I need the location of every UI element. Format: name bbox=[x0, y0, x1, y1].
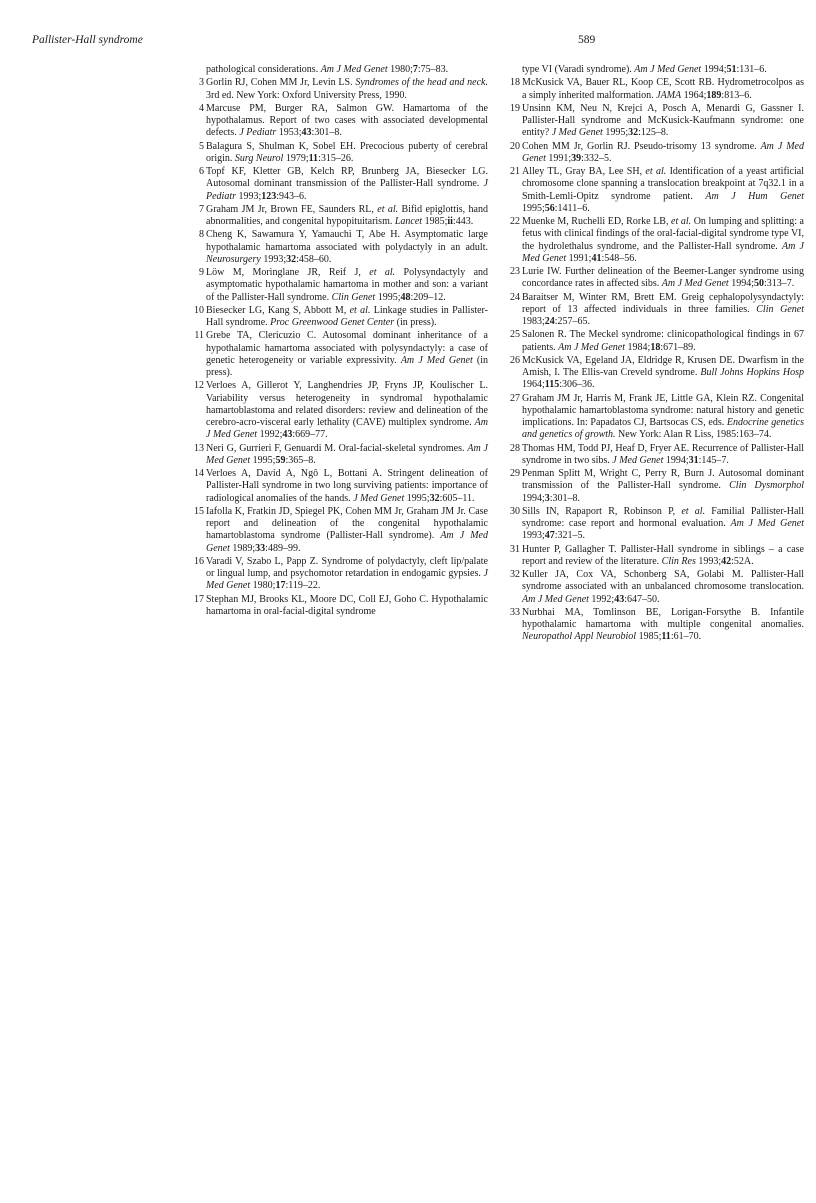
reference-source: Am J Med Genet bbox=[206, 442, 488, 466]
reference-text bbox=[206, 556, 488, 592]
reference-text bbox=[522, 216, 804, 264]
reference-text bbox=[206, 330, 488, 378]
reference-source: Clin Genet bbox=[756, 303, 804, 315]
reference-text bbox=[522, 393, 804, 441]
reference-fragment: Verloes A, Gillerot Y, Langhendries JP, Fryns JP, Koulischer L. Variability versus heterogeneity in syndromal hypothalamic hamartoblastoma and related disorders: review and delineation of the cerebro-acro-visceral early lethality (CAVE) multiplex syndrome. bbox=[206, 380, 488, 428]
reference-volume: 123 bbox=[261, 190, 277, 202]
reference-fragment: On lumping and splitting: a fetus with clinical findings of the oral-facial-digital syndrome type VI, the hydrolethalus syndrome, and the Pallister-Hall syndrome. bbox=[522, 216, 804, 252]
reference-fragment: :489–99. bbox=[265, 542, 301, 554]
reference-entry bbox=[508, 443, 804, 468]
reference-source: J Med Genet bbox=[612, 454, 664, 466]
reference-number: 3 bbox=[199, 77, 204, 89]
reference-source: et al. bbox=[349, 304, 371, 316]
reference-text bbox=[206, 166, 488, 202]
reference-entry bbox=[508, 355, 804, 392]
reference-number: 19 bbox=[510, 102, 520, 114]
reference-number: 24 bbox=[510, 291, 520, 303]
reference-text bbox=[206, 380, 488, 440]
reference-entry bbox=[192, 267, 488, 304]
reference-number: 18 bbox=[510, 77, 520, 89]
reference-volume: ii bbox=[447, 216, 453, 227]
reference-fragment: :313–7. bbox=[763, 278, 795, 290]
reference-number: 17 bbox=[194, 593, 204, 605]
reference-fragment: :209–12. bbox=[410, 291, 446, 303]
reference-text bbox=[206, 64, 448, 75]
reference-volume: 59 bbox=[275, 454, 286, 466]
reference-fragment: 1993; bbox=[236, 190, 262, 202]
reference-number: 32 bbox=[510, 569, 520, 580]
reference-fragment: Löw M, Moringlane JR, Reif J, bbox=[206, 267, 370, 278]
reference-source: Am J Med Genet bbox=[522, 593, 589, 605]
reference-entry bbox=[192, 330, 488, 379]
reference-entry bbox=[508, 468, 804, 505]
reference-text bbox=[522, 103, 804, 139]
reference-text bbox=[522, 77, 804, 100]
reference-fragment: :257–65. bbox=[554, 316, 591, 327]
reference-fragment: :301–8. bbox=[549, 492, 581, 504]
reference-fragment: New York: Alan R Liss, 1985:163–74. bbox=[615, 429, 772, 441]
reference-fragment: :1411–6. bbox=[554, 202, 590, 214]
reference-text bbox=[522, 329, 804, 352]
reference-text bbox=[206, 267, 488, 303]
reference-entry bbox=[508, 506, 804, 543]
reference-list-left-column bbox=[192, 64, 488, 619]
reference-fragment: type VI (Varadi syndrome). bbox=[522, 64, 635, 75]
reference-fragment: :332–5. bbox=[581, 152, 612, 164]
reference-fragment: 1991; bbox=[545, 152, 572, 164]
reference-fragment: 1993; bbox=[522, 530, 545, 542]
reference-entry bbox=[192, 229, 488, 266]
reference-text bbox=[206, 468, 488, 504]
reference-number: 14 bbox=[194, 468, 204, 479]
reference-fragment: Graham JM Jr, Harris M, Frank JE, Little GA, Klein RZ. Congenital hypothalamic hamartoblastoma syndrome: natural history and genetic implications. In: Papadatos CJ, Bartsocas CS, eds. bbox=[522, 392, 804, 428]
reference-entry bbox=[192, 468, 488, 505]
reference-number: 25 bbox=[510, 329, 520, 341]
reference-volume: 43 bbox=[614, 593, 625, 605]
reference-fragment: :61–70. bbox=[670, 631, 702, 643]
reference-fragment: Alley TL, Gray BA, Lee SH, bbox=[522, 166, 646, 177]
reference-number: 8 bbox=[199, 229, 204, 241]
reference-fragment: :671–89. bbox=[660, 341, 696, 353]
reference-fragment: 1985; bbox=[422, 216, 448, 227]
reference-fragment: :306–36. bbox=[559, 379, 595, 391]
reference-fragment: :813–6. bbox=[721, 89, 752, 101]
reference-text bbox=[522, 506, 804, 542]
reference-source: Am J Med Genet bbox=[522, 140, 804, 164]
reference-text bbox=[206, 305, 488, 328]
reference-source: JAMA bbox=[656, 89, 682, 101]
reference-volume: 3 bbox=[544, 492, 550, 504]
reference-fragment: McKusick VA, Bauer RL, Koop CE, Scott RB. Hydrometrocolpos as a simply inherited malformation. bbox=[522, 77, 804, 101]
reference-volume: 24 bbox=[544, 316, 555, 327]
reference-source: Bull Johns Hopkins Hosp bbox=[700, 367, 804, 378]
reference-source: et al. bbox=[645, 166, 667, 177]
reference-number: 9 bbox=[199, 267, 204, 278]
reference-entry bbox=[192, 380, 488, 441]
reference-entry bbox=[192, 594, 488, 619]
reference-fragment: Unsinn KM, Neu N, Krejci A, Posch A, Menardi G, Gassner I. Pallister-Hall syndrome and McKusick-Kaufmann syndrome: one entity? bbox=[522, 102, 804, 139]
reference-source: Am J Med Genet bbox=[558, 341, 626, 353]
reference-fragment: Sills IN, Rapaport R, Robinson P, bbox=[522, 505, 682, 517]
reference-fragment: 1984; bbox=[625, 341, 651, 353]
reference-fragment: :669–77. bbox=[292, 429, 328, 441]
reference-volume: 56 bbox=[544, 202, 555, 214]
reference-entry bbox=[192, 305, 488, 330]
reference-fragment: 1992; bbox=[257, 429, 283, 441]
reference-entry bbox=[192, 103, 488, 140]
reference-number: 31 bbox=[510, 543, 520, 555]
reference-entry bbox=[508, 544, 804, 569]
reference-source: Surg Neurol bbox=[234, 152, 284, 164]
reference-fragment: Marcuse PM, Burger RA, Salmon GW. Hamartoma of the hypothalamus. Report of two cases with associated developmental defects. bbox=[206, 102, 488, 139]
reference-fragment: 1994; bbox=[728, 278, 754, 290]
reference-fragment: 1964; bbox=[522, 379, 545, 391]
reference-fragment: Salonen R. The Meckel syndrome: clinicopathological findings in 67 patients. bbox=[522, 329, 804, 353]
reference-volume: 32 bbox=[286, 253, 297, 265]
reference-source: Am J Med Genet bbox=[730, 518, 805, 529]
reference-source: Clin Res bbox=[661, 555, 696, 567]
reference-number: 11 bbox=[194, 330, 204, 342]
reference-entry bbox=[508, 329, 804, 354]
reference-number: 16 bbox=[194, 555, 204, 567]
reference-number: 21 bbox=[510, 166, 520, 177]
reference-fragment: Cohen MM Jr, Gorlin RJ. Pseudo-trisomy 13 syndrome. bbox=[522, 140, 761, 152]
reference-fragment: :75–83. bbox=[417, 64, 449, 75]
reference-text bbox=[206, 204, 488, 227]
reference-source: Am J Med Genet bbox=[661, 278, 729, 290]
reference-text bbox=[522, 443, 804, 466]
reference-fragment: :605–11. bbox=[439, 492, 475, 504]
reference-source: Am J Med Genet bbox=[634, 64, 702, 75]
reference-source: J Med Genet bbox=[551, 127, 603, 139]
reference-source: Proc Greenwood Genet Center bbox=[270, 317, 395, 328]
reference-source: Neurosurgery bbox=[206, 253, 261, 265]
reference-fragment: Gorlin RJ, Cohen MM Jr, Levin LS. bbox=[206, 77, 356, 89]
reference-text bbox=[522, 64, 767, 75]
reference-fragment: (in press). bbox=[206, 354, 489, 378]
reference-volume: 42 bbox=[721, 555, 732, 567]
reference-fragment: 1995; bbox=[522, 202, 545, 214]
reference-fragment: 1980; bbox=[250, 580, 276, 592]
reference-volume: 18 bbox=[650, 341, 661, 353]
reference-number: 29 bbox=[510, 468, 520, 479]
reference-volume: 43 bbox=[301, 127, 312, 139]
reference-fragment: 1991; bbox=[566, 252, 592, 264]
reference-volume: 33 bbox=[255, 542, 266, 554]
reference-source: Syndromes of the head and neck. bbox=[355, 77, 488, 89]
reference-fragment: Grebe TA, Clericuzio C. Autosomal dominant inheritance of a hypothalamic hamartoma associated with polysyndactyly: a case of genetic heterogeneity or variable expressivity. bbox=[206, 330, 488, 366]
reference-number: 5 bbox=[199, 140, 204, 152]
reference-text bbox=[206, 103, 488, 139]
reference-fragment: Baraitser M, Winter RM, Brett EM. Greig cephalopolysyndactyly: report of 13 affected individuals in three families. bbox=[522, 291, 804, 315]
reference-text bbox=[522, 292, 804, 328]
reference-fragment: Penman Splitt M, Wright C, Perry R, Burn J. Autosomal dominant transmission of the Pallister-Hall syndrome. bbox=[522, 468, 804, 492]
reference-number: 10 bbox=[194, 304, 204, 316]
reference-entry bbox=[508, 266, 804, 291]
reference-source: et al. bbox=[681, 505, 706, 517]
reference-fragment: :315–26. bbox=[318, 152, 354, 164]
reference-volume: 11 bbox=[308, 152, 319, 164]
reference-volume: 31 bbox=[688, 454, 699, 466]
reference-text bbox=[522, 468, 804, 504]
reference-entry bbox=[508, 292, 804, 329]
reference-fragment: Kuller JA, Cox VA, Schonberg SA, Golabi M. Pallister-Hall syndrome associated with an unbalanced chromosome translocation. bbox=[522, 569, 804, 593]
reference-fragment: 1993; bbox=[260, 253, 287, 265]
reference-entry bbox=[508, 393, 804, 442]
reference-entry bbox=[508, 216, 804, 265]
reference-source: J Med Genet bbox=[206, 568, 488, 592]
reference-entry bbox=[192, 141, 488, 166]
reference-text bbox=[206, 141, 488, 164]
reference-entry bbox=[192, 77, 488, 102]
reference-volume: 51 bbox=[726, 64, 737, 75]
reference-volume: 39 bbox=[571, 152, 582, 164]
reference-fragment: Varadi V, Szabo L, Papp Z. Syndrome of polydactyly, cleft lip/palate or lingual lump, and psychomotor retardation in endogamic gypsies. bbox=[206, 555, 488, 579]
reference-volume: 115 bbox=[544, 379, 560, 391]
reference-number: 33 bbox=[510, 606, 520, 618]
reference-fragment: 1993; bbox=[695, 555, 722, 567]
reference-volume: 32 bbox=[429, 492, 440, 504]
reference-fragment: :119–22. bbox=[285, 580, 321, 592]
reference-text bbox=[522, 166, 804, 214]
reference-text bbox=[522, 569, 804, 605]
reference-source: Lancet bbox=[394, 216, 423, 227]
reference-entry bbox=[192, 443, 488, 468]
reference-number: 12 bbox=[194, 380, 204, 392]
reference-number: 13 bbox=[194, 442, 204, 454]
reference-source: Am J Med Genet bbox=[206, 530, 488, 554]
reference-entry bbox=[192, 506, 488, 555]
reference-text bbox=[522, 266, 804, 289]
reference-source: Am J Med Genet bbox=[206, 417, 488, 441]
reference-volume: 47 bbox=[544, 530, 555, 542]
reference-list-right-column bbox=[508, 64, 804, 645]
reference-number: 6 bbox=[199, 166, 204, 177]
reference-fragment: 1989; bbox=[229, 542, 256, 554]
reference-entry bbox=[508, 77, 804, 102]
reference-fragment: 1983; bbox=[522, 316, 545, 327]
reference-fragment: Graham JM Jr, Brown FE, Saunders RL, bbox=[206, 203, 378, 215]
reference-fragment: 3rd ed. New York: Oxford University Press, 1990. bbox=[206, 89, 407, 101]
reference-fragment: Biesecker LG, Kang S, Abbott M, bbox=[206, 304, 350, 316]
reference-volume: 43 bbox=[282, 429, 293, 441]
reference-fragment: McKusick VA, Egeland JA, Eldridge R, Krusen DE. Dwarfism in the Amish, I. The Ellis-van Creveld syndrome. bbox=[522, 354, 804, 378]
reference-fragment: Cheng K, Sawamura Y, Yamauchi T, Abe H. Asymptomatic large hypothalamic hamartoma associated with polydactyly in an adult. bbox=[206, 229, 488, 253]
reference-volume: 7 bbox=[412, 64, 418, 75]
reference-text bbox=[522, 544, 804, 567]
reference-fragment: 1980; bbox=[387, 64, 413, 75]
reference-fragment: :647–50. bbox=[624, 593, 660, 605]
reference-text bbox=[522, 355, 804, 391]
reference-fragment: 1994; bbox=[701, 64, 727, 75]
reference-entry bbox=[192, 204, 488, 229]
reference-number: 28 bbox=[510, 442, 520, 454]
reference-text bbox=[522, 607, 804, 643]
reference-entry bbox=[192, 64, 488, 76]
reference-fragment: 1995; bbox=[250, 454, 276, 466]
reference-fragment: Muenke M, Ruchelli ED, Rorke LB, bbox=[522, 216, 672, 227]
reference-number: 30 bbox=[510, 505, 520, 517]
reference-fragment: Iafolla K, Fratkin JD, Spiegel PK, Cohen MM Jr, Graham JM Jr. Case report and delineation of the congenital hypothalamic hamartoblastoma syndrome (Pallister-Hall syndrome). bbox=[206, 505, 488, 542]
reference-fragment: Bifid epiglottis, hand abnormalities, and congenital hypopituitarism. bbox=[206, 203, 488, 227]
reference-volume: 50 bbox=[753, 278, 764, 290]
reference-entry bbox=[192, 166, 488, 203]
reference-fragment: Stephan MJ, Brooks KL, Moore DC, Coll EJ, Goho C. Hypothalamic hamartoma in oral-facial-digital syndrome bbox=[206, 593, 488, 617]
reference-fragment: Balagura S, Shulman K, Sobel EH. Precocious puberty of cerebral origin. bbox=[206, 140, 488, 164]
reference-fragment: 1979; bbox=[283, 152, 309, 164]
reference-fragment: :443. bbox=[452, 216, 474, 227]
reference-text bbox=[206, 229, 488, 265]
reference-fragment: :943–6. bbox=[276, 190, 307, 202]
reference-number: 4 bbox=[199, 102, 204, 114]
reference-volume: 32 bbox=[628, 127, 639, 139]
reference-source: Clin Genet bbox=[331, 291, 376, 303]
reference-number: 7 bbox=[199, 203, 204, 215]
reference-fragment: Neri G, Gurrieri F, Genuardi M. Oral-facial-skeletal syndromes. bbox=[206, 442, 468, 454]
reference-entry bbox=[192, 556, 488, 593]
reference-entry bbox=[508, 103, 804, 140]
reference-source: Am J Med Genet bbox=[522, 240, 804, 264]
reference-source: et al. bbox=[377, 203, 399, 215]
reference-fragment: :458–60. bbox=[296, 253, 332, 265]
reference-source: J Pediatr bbox=[239, 127, 277, 139]
reference-fragment: 1953; bbox=[276, 127, 302, 139]
reference-source: Clin Dysmorphol bbox=[729, 480, 805, 492]
reference-fragment: :145–7. bbox=[698, 454, 729, 466]
reference-fragment: Identification of a yeast artificial chromosome clone spanning a translocation breakpoint at 7q32.1 in a Smith-Lemli-Opitz syndrome patient. bbox=[522, 166, 804, 202]
reference-source: Am J Med Genet bbox=[320, 64, 388, 75]
reference-text bbox=[206, 443, 488, 466]
reference-number: 26 bbox=[510, 354, 520, 366]
reference-entry bbox=[508, 166, 804, 215]
reference-source: Neuropathol Appl Neurobiol bbox=[522, 631, 637, 643]
reference-source: et al. bbox=[671, 216, 692, 227]
reference-fragment: Hunter P, Gallagher T. Pallister-Hall syndrome in siblings – a case report and review of the literature. bbox=[522, 543, 804, 567]
reference-number: 15 bbox=[194, 505, 204, 517]
reference-fragment: 1985; bbox=[636, 631, 662, 643]
reference-fragment: :125–8. bbox=[638, 127, 669, 139]
reference-source: J Pediatr bbox=[206, 178, 488, 202]
reference-entry bbox=[508, 569, 804, 606]
reference-fragment: :301–8. bbox=[311, 127, 342, 139]
reference-fragment: Familial Pallister-Hall syndrome: case report and hormonal evaluation. bbox=[522, 505, 804, 529]
reference-source: et al. bbox=[369, 267, 396, 278]
reference-fragment: 1995; bbox=[404, 492, 430, 504]
reference-fragment: :548–56. bbox=[601, 252, 637, 264]
reference-fragment: :52A. bbox=[731, 555, 754, 567]
reference-fragment: 1994; bbox=[522, 492, 545, 504]
reference-fragment: Nurbhai MA, Tomlinson BE, Lorigan-Forsythe B. Infantile hypothalamic hamartoma with multiple congenital anomalies. bbox=[522, 606, 804, 630]
reference-fragment: 1995; bbox=[602, 127, 629, 139]
reference-text bbox=[206, 594, 488, 617]
reference-fragment: 1992; bbox=[588, 593, 615, 605]
reference-fragment: Lurie IW. Further delineation of the Beemer-Langer syndrome using concordance rates in affected sibs. bbox=[522, 266, 804, 290]
reference-volume: 11 bbox=[661, 631, 671, 643]
reference-source: Endocrine genetics and genetics of growth. bbox=[522, 417, 805, 441]
reference-fragment: 1994; bbox=[663, 454, 689, 466]
reference-number: 27 bbox=[510, 392, 520, 404]
reference-fragment: Topf KF, Kletter GB, Kelch RP, Brunberg JA, Biesecker LG. Autosomal dominant transmission of the Pallister-Hall syndrome. bbox=[206, 166, 488, 190]
reference-text bbox=[522, 141, 804, 164]
reference-entry bbox=[508, 141, 804, 166]
reference-volume: 41 bbox=[591, 252, 602, 264]
reference-fragment: 1995; bbox=[375, 291, 401, 303]
reference-fragment: Thomas HM, Todd PJ, Heaf D, Fryer AE. Recurrence of Pallister-Hall syndrome in two sibs. bbox=[522, 442, 804, 466]
reference-fragment: Polysyndactyly and asymptomatic hypothalamic hamartoma in mother and son: a variant of the Pallister-Hall syndrome. bbox=[206, 267, 489, 303]
reference-fragment: :321–5. bbox=[554, 530, 586, 542]
reference-source: J Med Genet bbox=[353, 492, 405, 504]
reference-fragment: :131–6. bbox=[736, 64, 767, 75]
reference-number: 22 bbox=[510, 216, 520, 227]
reference-number: 20 bbox=[510, 140, 520, 152]
reference-entry bbox=[508, 64, 804, 76]
reference-fragment: Linkage studies in Pallister-Hall syndrome. bbox=[206, 304, 489, 328]
reference-entry bbox=[508, 607, 804, 644]
reference-volume: 189 bbox=[706, 89, 722, 101]
reference-number: 23 bbox=[510, 266, 520, 277]
reference-source: Am J Hum Genet bbox=[705, 190, 804, 202]
page-number: 589 bbox=[578, 34, 596, 46]
reference-volume: 17 bbox=[275, 580, 286, 592]
running-title: Pallister-Hall syndrome bbox=[32, 34, 143, 46]
reference-fragment: :365–8. bbox=[285, 454, 316, 466]
reference-text bbox=[206, 77, 488, 100]
reference-text bbox=[206, 506, 488, 554]
reference-fragment: Verloes A, David A, Ngô L, Bottani A. Stringent delineation of Pallister-Hall syndrome in two long surviving patients: importance of radiological anomalies of the hands. bbox=[206, 468, 488, 504]
reference-fragment: (in press). bbox=[394, 317, 437, 328]
reference-fragment: pathological considerations. bbox=[206, 64, 321, 75]
reference-fragment: 1964; bbox=[681, 89, 707, 101]
reference-volume: 48 bbox=[400, 291, 411, 303]
reference-source: Am J Med Genet bbox=[400, 354, 473, 366]
